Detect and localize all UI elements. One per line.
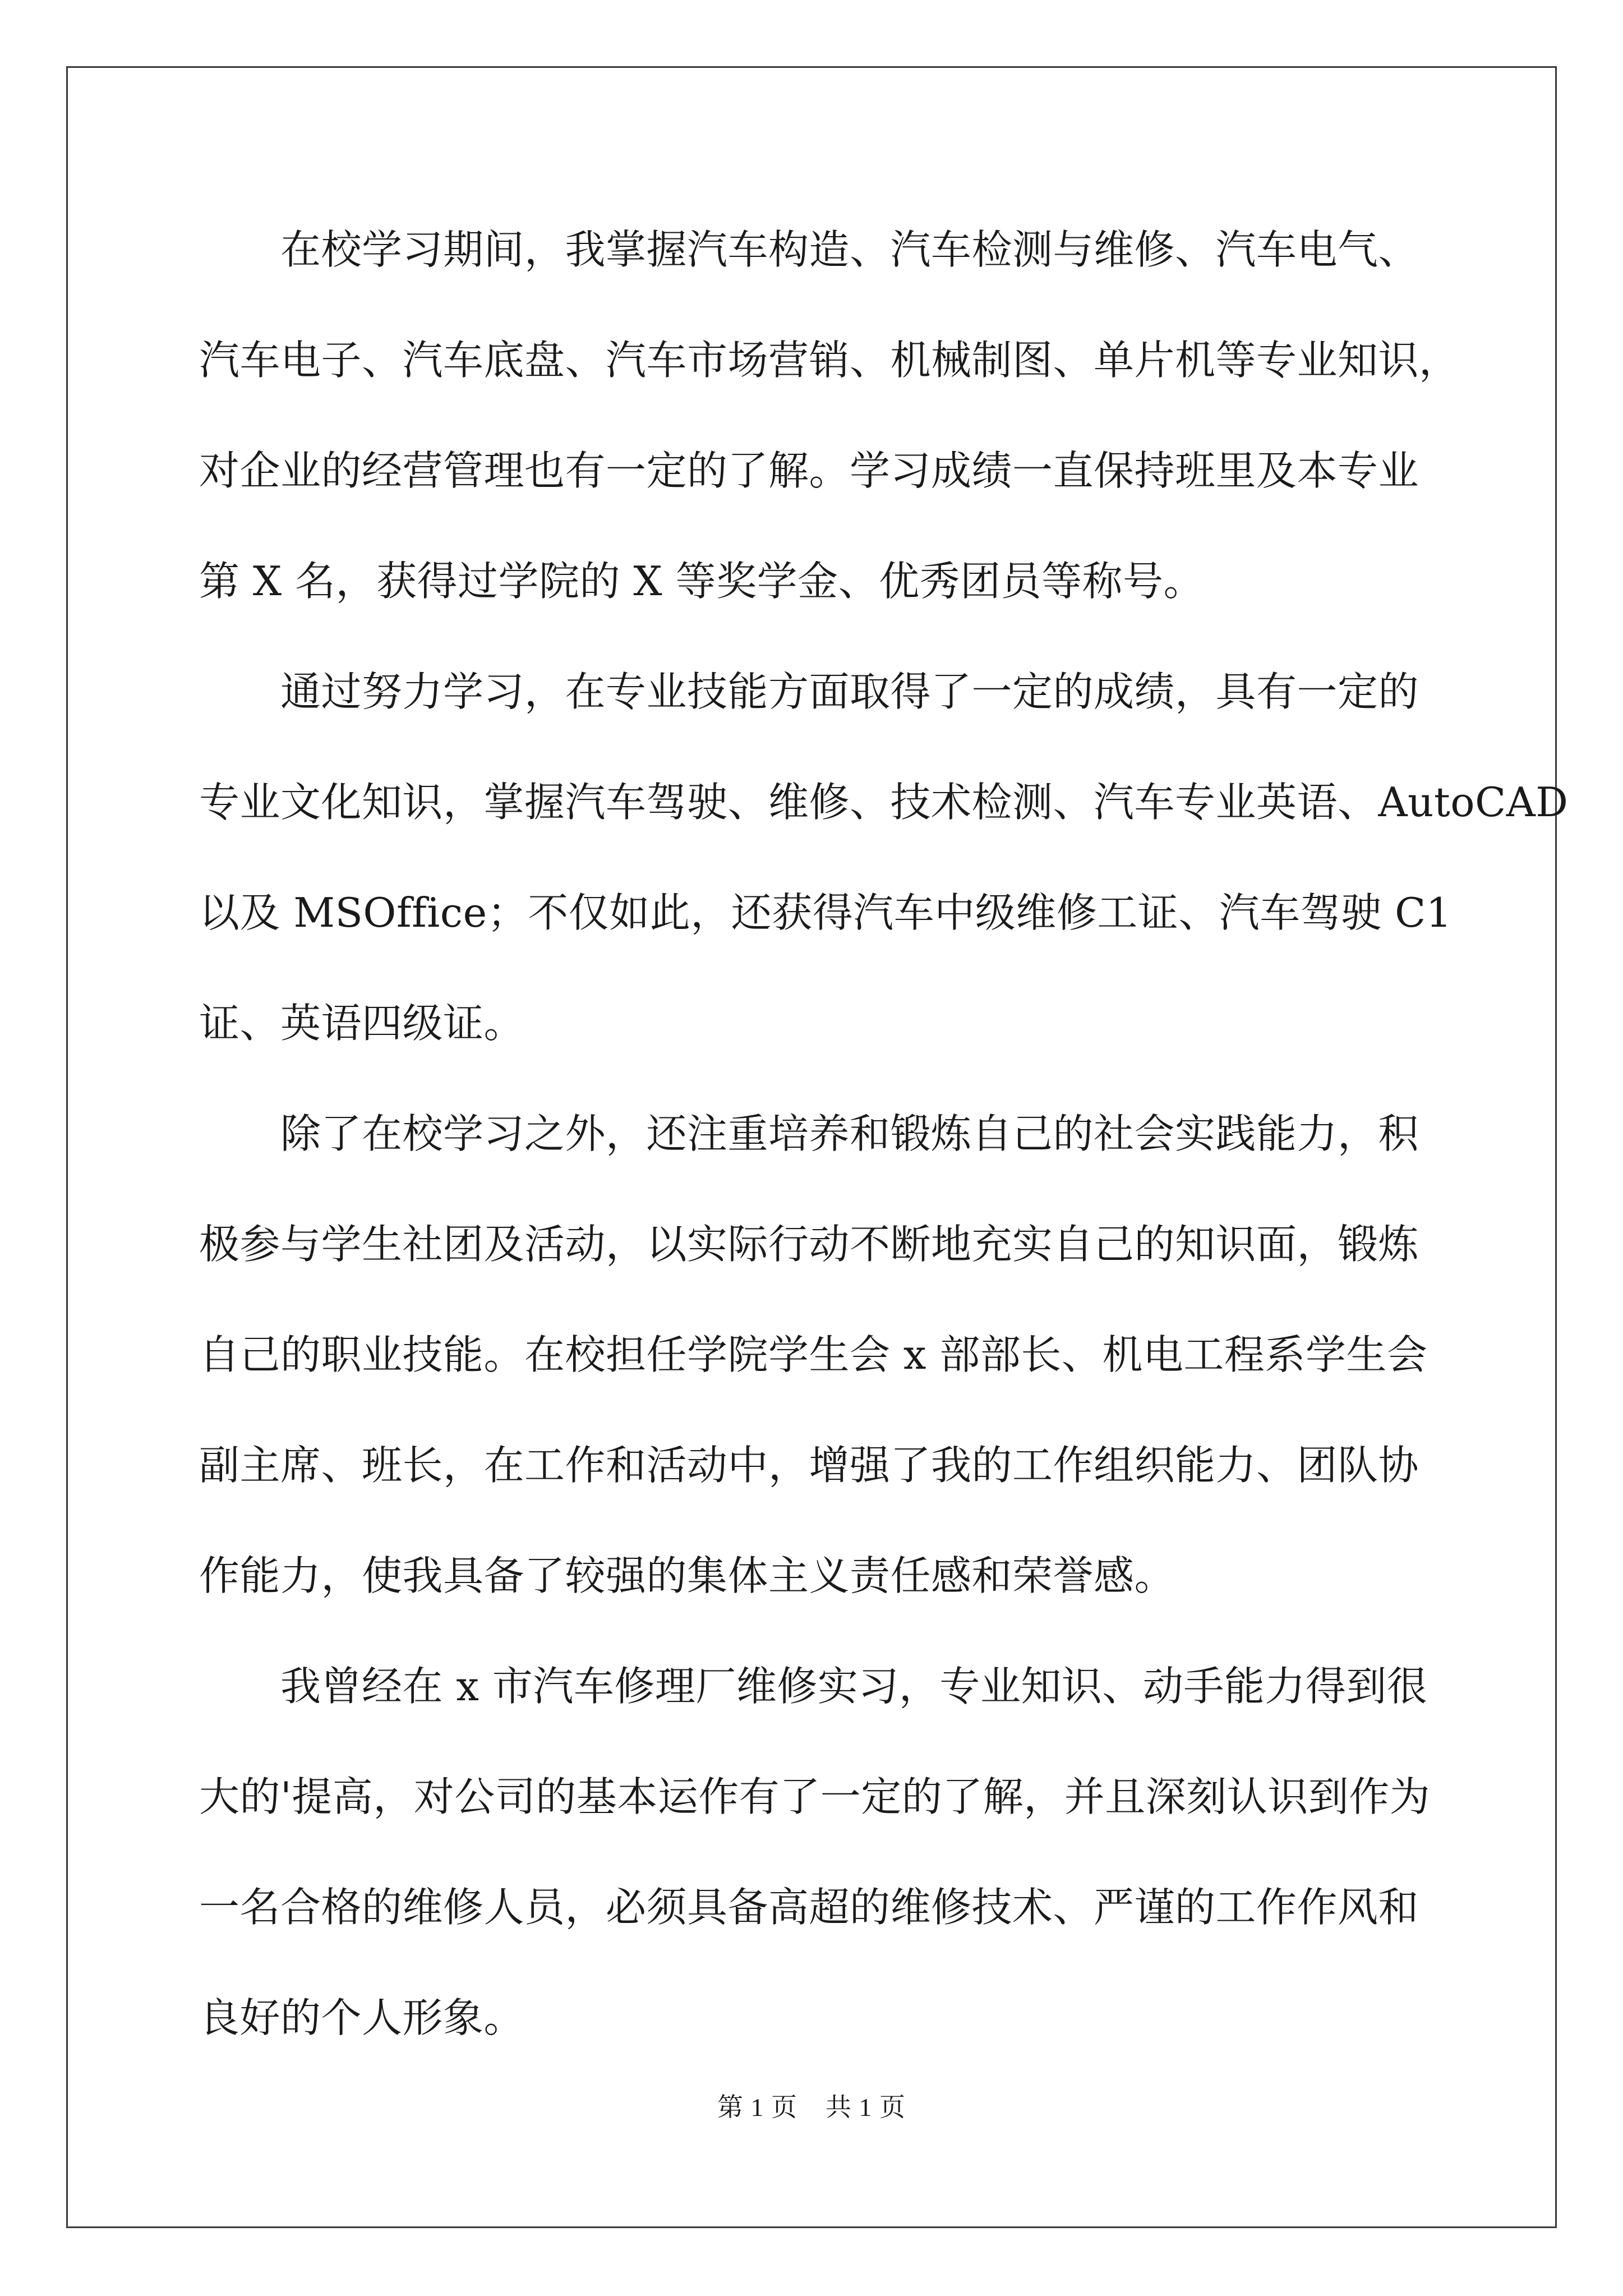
paragraph-2-line-4: 证、英语四级证。 xyxy=(199,1000,525,1047)
paragraph-4-line-4: 良好的个人形象。 xyxy=(199,1994,525,2041)
paragraph-4-line-3: 一名合格的维修人员，必须具备高超的维修技术、严谨的工作作风和 xyxy=(199,1884,1419,1931)
paragraph-2-line-2: 专业文化知识，掌握汽车驾驶、维修、技术检测、汽车专业英语、AutoCAD xyxy=(199,779,1569,826)
paragraph-1-line-4: 第 X 名，获得过学院的 X 等奖学金、优秀团员等称号。 xyxy=(199,558,1205,605)
paragraph-3-line-5: 作能力，使我具备了较强的集体主义责任感和荣誉感。 xyxy=(199,1552,1175,1599)
paragraph-3-line-4: 副主席、班长，在工作和活动中，增强了我的工作组织能力、团队协 xyxy=(199,1442,1419,1489)
page-footer xyxy=(0,2087,1623,2124)
paragraph-4-line-2: 大的'提高，对公司的基本运作有了一定的了解，并且深刻认识到作为 xyxy=(199,1773,1431,1820)
paragraph-4-line-1: 我曾经在 x 市汽车修理厂维修实习，专业知识、动手能力得到很 xyxy=(280,1663,1428,1710)
page-number-current: 第 1 页 xyxy=(717,2093,797,2122)
paragraph-1-line-3: 对企业的经营管理也有一定的了解。学习成绩一直保持班里及本专业 xyxy=(199,447,1419,494)
paragraph-3-line-3: 自己的职业技能。在校担任学院学生会 x 部部长、机电工程系学生会 xyxy=(199,1331,1428,1378)
paragraph-2-line-3: 以及 MSOffice；不仅如此，还获得汽车中级维修工证、汽车驾驶 C1 xyxy=(199,889,1453,936)
document-body xyxy=(199,213,1569,2092)
paragraph-3-line-1: 除了在校学习之外，还注重培养和锻炼自己的社会实践能力，积 xyxy=(280,1110,1419,1157)
paragraph-3-line-2: 极参与学生社团及活动，以实际行动不断地充实自己的知识面，锻炼 xyxy=(199,1221,1419,1268)
paragraph-1-line-1: 在校学习期间，我掌握汽车构造、汽车检测与维修、汽车电气、 xyxy=(280,226,1419,273)
page-number-total: 共 1 页 xyxy=(826,2093,906,2122)
paragraph-2-line-1: 通过努力学习，在专业技能方面取得了一定的成绩，具有一定的 xyxy=(280,668,1419,715)
paragraph-1-line-2: 汽车电子、汽车底盘、汽车市场营销、机械制图、单片机等专业知识， xyxy=(199,337,1460,384)
